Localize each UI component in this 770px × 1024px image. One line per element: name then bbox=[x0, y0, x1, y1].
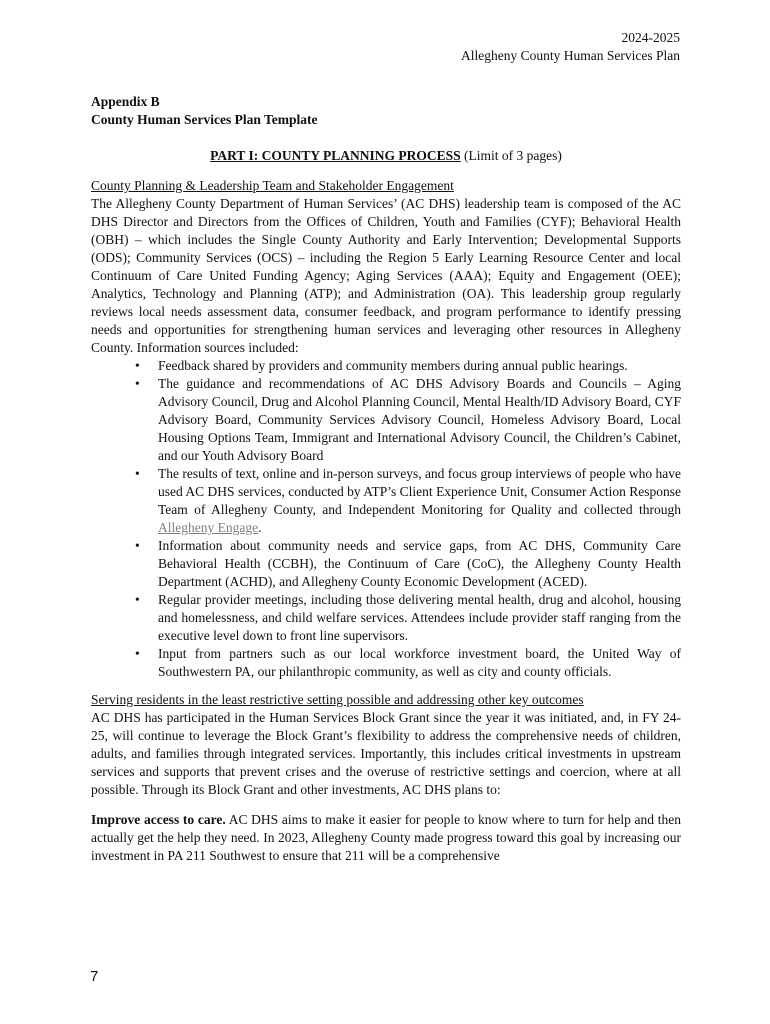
allegheny-engage-link[interactable]: Allegheny Engage bbox=[158, 520, 259, 535]
page-number: 7 bbox=[90, 968, 99, 985]
access-lead: Improve access to care. bbox=[91, 812, 226, 827]
page-header bbox=[461, 29, 680, 65]
document-body bbox=[91, 93, 681, 865]
section-paragraph-planning: The Allegheny County Department of Human Services’ (AC DHS) leadership team is composed of the AC DHS Director and Directors from the Offices of Children, Youth and Families (CYF); Behavioral Health (OBH) – which includes the Single County Authority and Early Intervention; Developmental Supports (ODS); Community Services (OCS) – including the Region 5 Early Learning Resource Center and local Continuum of Care United Funding Agency; Aging Services (AAA); Equity and Engagement (OEE); Analytics, Technology and Planning (ATP); and Administration (OA). This leadership group regularly reviews local needs assessment data, consumer feedback, and program performance to identify pressing needs and opportunities for strengthening human services and leveraging other resources in Allegheny County. Information sources included: bbox=[91, 196, 681, 355]
appendix-title: County Human Services Plan Template bbox=[91, 112, 318, 127]
list-item: • Feedback shared by providers and community members during annual public hearings. bbox=[158, 357, 681, 375]
header-plan-title: Allegheny County Human Services Plan bbox=[461, 48, 680, 63]
list-item-text: The results of text, online and in-person surveys, and focus group interviews of people who have used AC DHS services, conducted by ATP’s Client Experience Unit, Consumer Action Response Team of Allegheny County, and Independent Monitoring for Quality and collected through bbox=[158, 466, 681, 517]
section-heading-outcomes: Serving residents in the least restrictive setting possible and addressing other key outcomes bbox=[91, 692, 584, 707]
list-item bbox=[158, 465, 681, 537]
appendix-label: Appendix B bbox=[91, 94, 160, 109]
list-item: • Input from partners such as our local workforce investment board, the United Way of Southwestern PA, our philanthropic community, as well as city and county officials. bbox=[158, 645, 681, 681]
part-heading bbox=[91, 147, 681, 165]
list-item-period: . bbox=[258, 520, 262, 535]
section-paragraph-outcomes: AC DHS has participated in the Human Services Block Grant since the year it was initiated, and, in FY 24-25, will continue to leverage the Block Grant’s flexibility to address the comprehensive needs of children, adults, and families through integrated services. Importantly, this includes critical investments in upstream services and supports that prevent crises and the overuse of restrictive settings and coercion, where at all possible. Through its Block Grant and other investments, AC DHS plans to: bbox=[91, 710, 681, 797]
list-item: • Information about community needs and service gaps, from AC DHS, Community Care Behavioral Health (CCBH), the Continuum of Care (CoC), the Allegheny County Health Department (ACHD), and Allegheny County Economic Development (ACED). bbox=[158, 537, 681, 591]
access-text: AC DHS aims to make it easier for people to know where to turn for help and then actually get the help they need. In 2023, Allegheny County made progress toward this goal by increasing our investment in PA 211 Southwest to ensure that 211 will be a comprehensive bbox=[91, 812, 682, 863]
part-heading-title: PART I: COUNTY PLANNING PROCESS bbox=[210, 148, 461, 163]
information-sources-list bbox=[91, 357, 681, 681]
section-heading-planning: County Planning & Leadership Team and Stakeholder Engagement bbox=[91, 178, 454, 193]
list-item: • Regular provider meetings, including those delivering mental health, drug and alcohol, housing and homelessness, and child welfare services. Attendees include provider staff ranging from the executive level down to front line supervisors. bbox=[158, 591, 681, 645]
header-year: 2024-2025 bbox=[621, 30, 680, 45]
section-paragraph-access bbox=[91, 811, 681, 865]
part-heading-note: (Limit of 3 pages) bbox=[464, 148, 562, 163]
list-item: • The guidance and recommendations of AC DHS Advisory Boards and Councils – Aging Advisory Council, Drug and Alcohol Planning Council, Mental Health/ID Advisory Board, CYF Advisory Board, Community Services Advisory Council, Homeless Advisory Board, Local Housing Options Team, Immigrant and International Advisory Council, the Children’s Cabinet, and our Youth Advisory Board bbox=[158, 375, 681, 465]
